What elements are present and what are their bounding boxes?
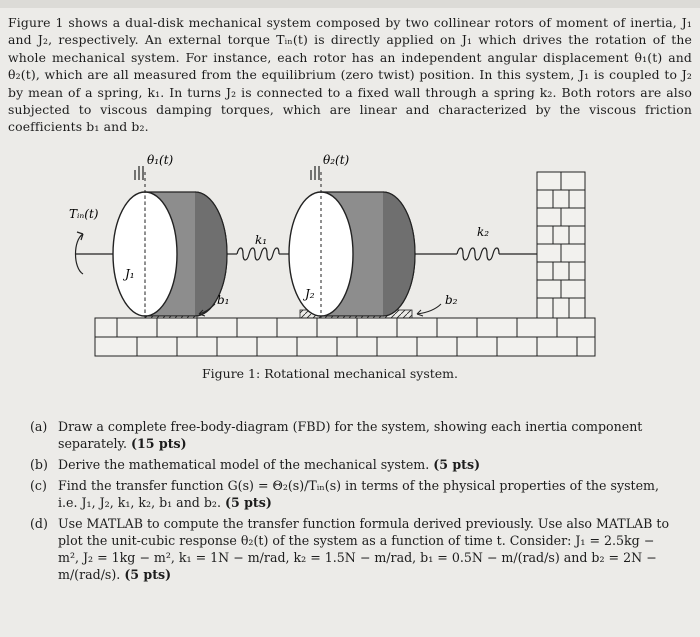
brick-wall bbox=[537, 172, 585, 318]
question-label: (c) bbox=[30, 478, 47, 493]
theta1-label: θ₁(t) bbox=[147, 153, 174, 167]
intro-text: Figure 1 shows a dual-disk mechanical system composed by two collinear rotors of moment of inertia, J₁ and J₂, respectively. An external torque Tᵢₙ(t) is directly applied on J₁ which drives the rotation of the whole mechanical system. For instance, each rotor has an independent angular displacement θ₁(t) and θ₂(t), which are all measured from the equilibrium (zero twist) position. In this system, J₁ is coupled to J₂ by mean of a spring, k₁. In turns J₂ is connected to a fixed wall through a spring k₂. Both rotors are also subjected to viscous damping torques, which are linear and characterized by the viscous friction coefficients b₁ and b₂. bbox=[8, 15, 692, 135]
angle-markers bbox=[135, 166, 319, 180]
question-text: Use MATLAB to compute the transfer function formula derived previously. Use also MATLAB to plot the unit-cubic response θ₂(t) of the system as a function of time t. Consider: J₁ = 2.5kg − m², J₂ = 1kg − m², k₁ = 1N − m/rad, k₂ = 1.5N − m/rad, b₁ = 0.5N − m/(rad/s) and b₂ = 2N − m/(rad/s). (5 pts) bbox=[58, 516, 670, 582]
question-points: (5 pts) bbox=[225, 495, 272, 510]
input-torque-arrow bbox=[75, 232, 113, 274]
question-points: (15 pts) bbox=[131, 436, 187, 451]
question-label: (d) bbox=[30, 516, 48, 531]
b2-label: b₂ bbox=[445, 293, 458, 307]
j2-label: J₂ bbox=[305, 287, 315, 301]
j1-label: J₁ bbox=[125, 267, 135, 281]
question-points: (5 pts) bbox=[124, 567, 172, 582]
tin-label: Tᵢₙ(t) bbox=[69, 207, 99, 221]
figure-caption-text: Figure 1: Rotational mechanical system. bbox=[201, 366, 458, 381]
k2-label: k₂ bbox=[477, 225, 490, 239]
question-label: (a) bbox=[30, 419, 48, 434]
questions-list bbox=[30, 418, 670, 587]
top-strip bbox=[0, 0, 700, 8]
spring-k1 bbox=[227, 248, 289, 260]
mechanical-system-figure bbox=[69, 152, 600, 382]
spring-k2 bbox=[415, 248, 537, 260]
brick-floor bbox=[95, 318, 595, 356]
b1-label: b₁ bbox=[217, 293, 230, 307]
question-label: (b) bbox=[30, 457, 48, 472]
question-text: Draw a complete free-body-diagram (FBD) for the system, showing each inertia component separately. (15 pts) bbox=[58, 419, 643, 451]
rotor-j1 bbox=[113, 172, 227, 318]
question-points: (5 pts) bbox=[433, 457, 481, 472]
intro-paragraph bbox=[8, 14, 692, 136]
question-a bbox=[30, 418, 670, 452]
question-c bbox=[30, 477, 670, 511]
k1-label: k₁ bbox=[255, 233, 268, 247]
question-text: Find the transfer function G(s) = Θ₂(s)/Tᵢₙ(s) in terms of the physical properties of the system, i.e. J₁, J₂, k₁, k₂, b₁ and b₂. (5 pts) bbox=[58, 478, 659, 510]
question-d bbox=[30, 515, 670, 583]
question-b bbox=[30, 456, 670, 473]
theta2-label: θ₂(t) bbox=[323, 153, 350, 167]
figure-caption bbox=[0, 366, 700, 381]
question-text: Derive the mathematical model of the mechanical system. (5 pts) bbox=[58, 457, 481, 472]
